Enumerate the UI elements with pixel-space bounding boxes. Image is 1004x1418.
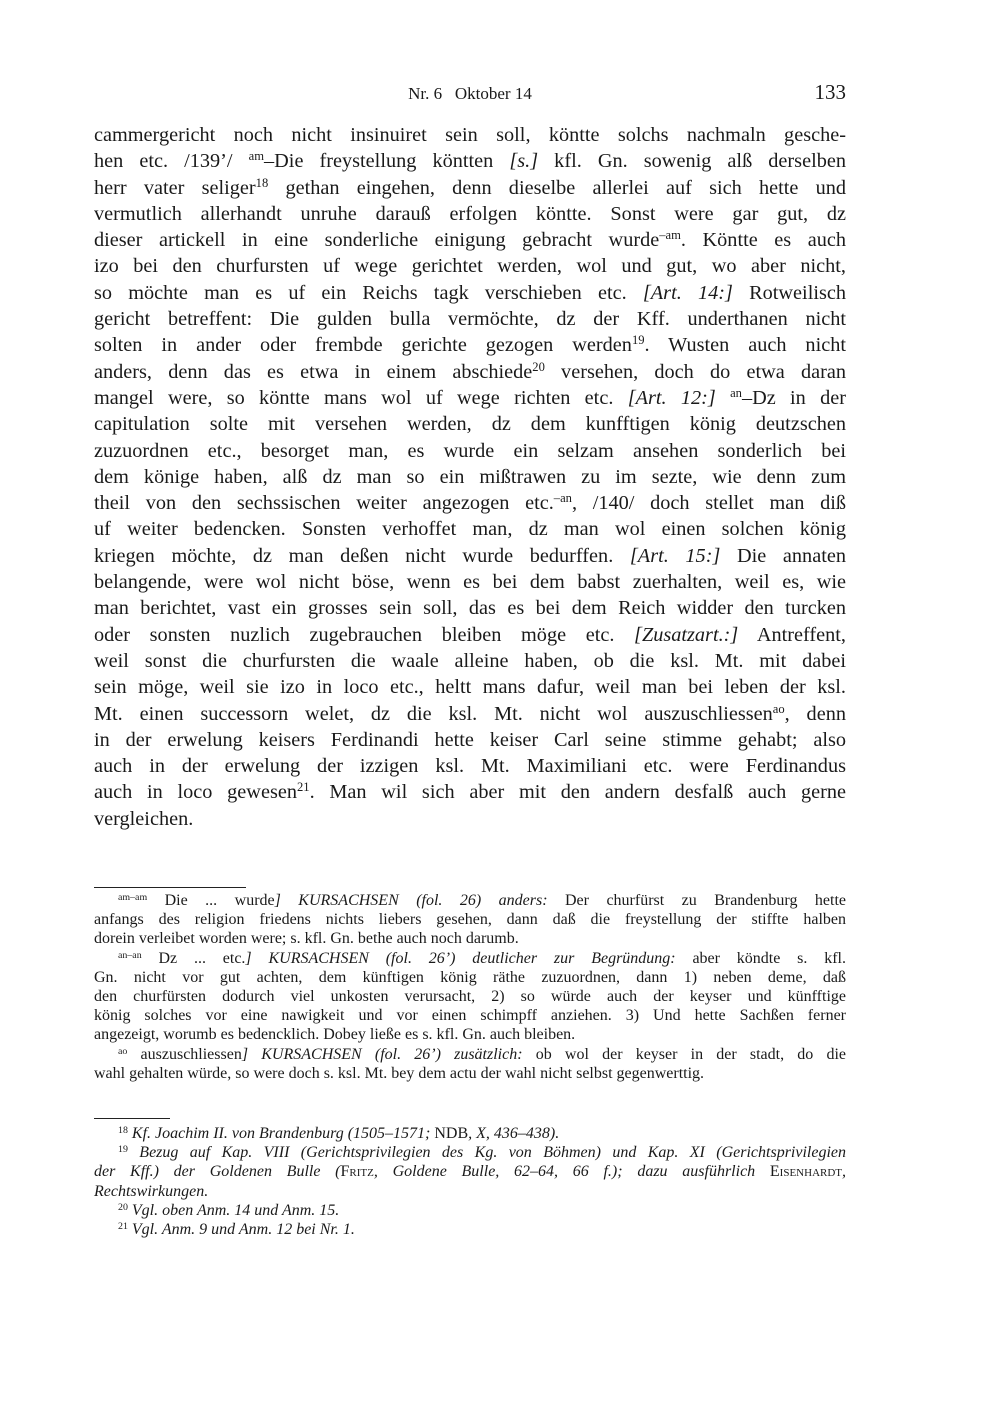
- text-line: vergleichen.: [94, 807, 194, 830]
- text-critical-notes: [94, 891, 846, 1083]
- text-line: gericht betreffent: Die gulden bulla vermöchte, dz der Kff. underthanen nicht: [94, 308, 846, 331]
- page-number: 133: [814, 80, 846, 104]
- note-line: anfangs des religion friedens nichts liebers gesehen, dann daß die freystellung der stiffte halben: [94, 911, 846, 929]
- text-line: capitulation solte mit versehen werden, dz dem kunfftigen könig deutzschen: [94, 413, 846, 436]
- footnote-20: $^{20}$ Vgl. oben Anm. 14 und Anm. 15.: [118, 1201, 340, 1219]
- text-line: weil sonst die churfursten die waale alleine haben, ob die ksl. Mt. mit dabei: [94, 649, 846, 672]
- footnote-line: $^{19}$ Bezug auf Kap. VIII (Gerichtsprivilegien des Kg. von Böhmen) und Kap. XI (Gerichtsprivilegien: [118, 1144, 846, 1162]
- text-line: theil von den sechssischen weiter angezogen etc.$^{-an}$, /140/ doch stellet man diß: [94, 491, 846, 515]
- footnote-21: $^{21}$ Vgl. Anm. 9 und Anm. 12 bei Nr. 1.: [118, 1221, 355, 1239]
- note-line: $^{am-am}$ Die ... wurde] KURSACHSEN (fol. 26) anders: Der churfürst zu Brandenburg hette: [118, 892, 846, 909]
- text-line: sein möge, weil sie izo in loco etc., heltt mans dafur, weil man bei leben der ksl.: [94, 676, 846, 699]
- note-line: $^{an-an}$ Dz ... etc.] KURSACHSEN (fol. 26’) deutlicher zur Begründung: aber köndte s. kfl.: [118, 949, 846, 967]
- text-line: herr vater seliger$^{18}$ gethan eingehen, denn dieselbe allerlei auf sich hette und: [94, 175, 846, 199]
- text-line: belangende, were wol nicht böse, wenn es bei dem babst zuerhalten, weil es, wie: [94, 571, 846, 594]
- text-line: Mt. einen successorn welet, dz die ksl. Mt. nicht wol auszuschliessen$^{ao}$, denn: [94, 701, 846, 725]
- text-line: in der erwelung keisers Ferdinandi hette keiser Carl seine stimme gehabt; also: [94, 728, 846, 751]
- text-line: izo bei den churfursten uf wege gerichtet werden, wol und gut, wo aber nicht,: [94, 255, 846, 278]
- note-am: [94, 891, 846, 949]
- text-line: auch in der erwelung der izzigen ksl. Mt. Maximiliani etc. were Ferdinandus: [94, 755, 846, 778]
- text-line: dem könige haben, alß dz man so ein mißtrawen zu im sezte, wie denn zum: [94, 465, 846, 488]
- note-an: [94, 949, 846, 1045]
- footnote-line: der Kff.) der Goldenen Bulle (Fritz, Goldene Bulle, 62–64, 66 f.); dazu ausführlich Eisenhardt,: [94, 1163, 847, 1181]
- note-line: dorein verleibet worden were; s. kfl. Gn. bethe auch noch darumb.: [94, 930, 519, 948]
- note-line: Gn. nicht vor gut achten, dem künftigen könig räthe zuzuordnen, dann 1) neben deme, daß: [94, 968, 846, 986]
- text-line: dieser artickell in eine sonderliche einigung gebracht wurde$^{-am}$. Köntte es auch: [94, 228, 846, 252]
- footnote-divider: [94, 887, 246, 888]
- text-line: solten in ander oder frembde gerichte gezogen werden$^{19}$. Wusten auch nicht: [94, 333, 846, 357]
- note-line: angezeigt, worumb es bedencklich. Dobey ließe es s. kfl. Gn. auch bleiben.: [94, 1026, 576, 1044]
- note-line: könig solches vor eine nawigkeit und vor einen schimpff anziehen. 3) Und hette Sachßen ferner: [94, 1007, 846, 1025]
- footnote-line: Rechtswirkungen.: [94, 1182, 209, 1200]
- text-line: mangel were, so köntte mans wol uf wege richten etc. [Art. 12:] $^{an}$–Dz in der: [94, 386, 846, 409]
- text-line: zuzuordnen etc., besorget man, es wurde ein selzam ansehen sonderlich bei: [94, 439, 846, 462]
- text-line: kriegen möchte, dz man deßen nicht wurde bedurffen. [Art. 15:] Die annaten: [94, 544, 846, 567]
- text-line: so möchte man es uf ein Reichs tagk verschieben etc. [Art. 14:] Rotweilisch: [94, 281, 846, 304]
- note-line: wahl gehalten würde, so were doch s. ksl. Mt. bey dem actu der wahl nicht selbst gegenwerttig.: [94, 1064, 705, 1082]
- footnote-19: [94, 1143, 846, 1201]
- note-ao: [94, 1045, 846, 1083]
- footnote-18: $^{18}$ Kf. Joachim II. von Brandenburg (1505–1571; NDB, X, 436–438).: [118, 1125, 560, 1142]
- note-line: $^{ao}$ auszuschliessen] KURSACHSEN (fol. 26’) zusätzlich: ob wol der keyser in der stadt, do die: [118, 1045, 846, 1063]
- text-line: hen etc. /139’/ $^{am}$–Die freystellung köntten [s.] kfl. Gn. sowenig alß derselben: [94, 149, 846, 173]
- text-line: uf weiter bedencken. Sonsten verhoffet man, dz man wol einen solchen könig: [94, 518, 846, 541]
- text-line: cammergericht noch nicht insinuiret sein soll, köntte solchs nachmaln gesche-: [94, 124, 846, 146]
- text-line: auch in loco gewesen$^{21}$. Man wil sich aber mit den andern desfalß auch gerne: [94, 780, 846, 804]
- main-text: [94, 122, 846, 832]
- text-line: vermutlich allerhandt unruhe darauß erfolgen köntte. Sonst were gar gut, dz: [94, 202, 846, 225]
- running-head: [94, 80, 846, 110]
- footnotes: [94, 1124, 846, 1239]
- text-line: oder sonsten nuzlich zugebrauchen bleiben möge etc. [Zusatzart.:] Antreffent,: [94, 623, 846, 646]
- footnote-divider: [94, 1118, 170, 1119]
- text-line: anders, denn das es etwa in einem abschiede$^{20}$ versehen, doch do etwa daran: [94, 359, 846, 383]
- note-line: den churfürsten dodurch viel unkosten verursacht, 2) so würde auch der keyser und künfftige: [94, 988, 846, 1006]
- text-line: man berichtet, vast ein grosses sein soll, das es bei dem Reich widder den turcken: [94, 597, 846, 620]
- running-title: Nr. 6 Oktober 14: [408, 84, 532, 103]
